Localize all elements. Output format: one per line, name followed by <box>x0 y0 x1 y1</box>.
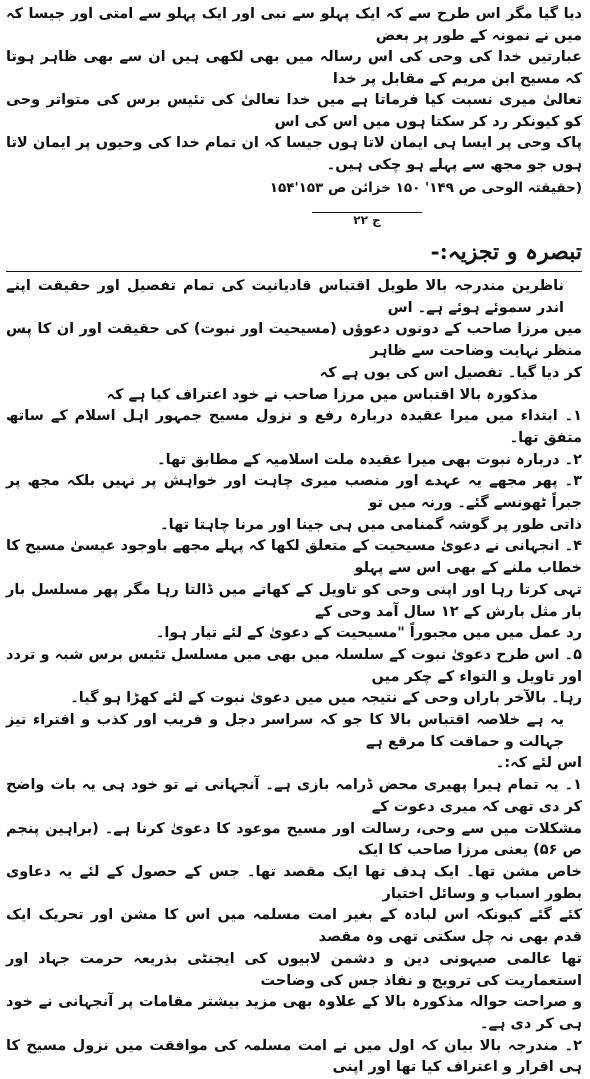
refutation-1-cont: مشکلات میں سے وحی، رسالت اور مسیح موعود کا دعویٰ کرنا ہے۔ (براہین پنجم ص ۵۶) یعنی مرزا صاحب کا ایک <box>6 820 582 859</box>
volume-rule <box>312 198 422 213</box>
point-5: ۵۔ اس طرح دعویٰ نبوت کے سلسلہ میں بھی میں مسلسل تئیس برس شبہ و تردد اور تاویل و التواء کے چکر میں <box>6 646 582 685</box>
citation: (حقیقتہ الوحی ص ۱۴۹' ۱۵۰ خزائن ص ۱۵۳'۱۵۴ <box>269 180 582 196</box>
refutation-1-cont: تھا عالمی صیہونی دین و دشمن لابیوں کی ایجنٹی بذریعہ حرمت جہاد اور استعماریت کی ترویج و نفاذ جس کی وضاحت <box>6 950 582 989</box>
volume-label: ج ۲۲ <box>353 213 381 227</box>
analysis-body <box>6 276 582 1079</box>
summary-line: اس لئے کہ:۔ <box>495 755 582 772</box>
point-4-cont: رد عمل میں میں مجبوراً "مسیحیت کے دعویٰ کے لئے تیار ہوا۔ <box>155 625 582 642</box>
section-heading: تبصرہ و تجزیہ:- <box>430 239 582 265</box>
volume-reference <box>312 198 422 227</box>
text-line: ناظرین مندرجہ بالا طویل اقتباس قادیانیت کی تمام تفصیل اور حقیقت اپنے اندر سموئے ہوئے ہے۔ اس <box>6 278 564 316</box>
text-line: پاک وحی پر ایسا ہی ایمان لاتا ہوں جیسا کہ ان تمام خدا کی وحیوں پر ایمان لاتا ہوں جو مجھ سے پہلے ہو چکی ہیں۔ <box>6 135 582 173</box>
point-3: ۳۔ پھر مجھے یہ عہدے اور منصب میری چاہت اور خواہش پر نہیں بلکہ مجھ پر جبراً ٹھونسے گئے۔ ورنہ میں تو <box>6 473 582 512</box>
refutation-1-cont: کئے گئے کیونکہ اس لبادہ کے بغیر امت مسلمہ میں اس کا مشن اور تحریک ایک قدم بھی نہ چل سکتی تھی وہ مقصد <box>6 907 582 946</box>
text-line: کر دیا گیا۔ تفصیل اس کی یوں ہے کہ <box>319 364 582 381</box>
point-5-cont: رہا۔ بالآخر باراں وحی کے نتیجہ میں میں دعویٰ نبوت کے لئے کھڑا ہو گیا۔ <box>70 690 582 707</box>
point-2: ۲۔ دربارہ نبوت بھی میرا عقیدہ ملت اسلامیہ کے مطابق تھا۔ <box>157 451 582 468</box>
text-line: عبارتیں خدا کی وحی کی اس رسالہ میں بھی لکھی ہیں ان سے بھی ظاہر ہوتا کہ مسیح ابن مریم کے مقابل پر خدا <box>6 49 582 87</box>
point-4: ۴۔ انجہانی نے دعویٰ مسیحیت کے متعلق لکھا کہ پہلے مجھے باوجود عیسیٰ مسیح کا خطاب ملنے کے بھی اس سے پہلو <box>6 538 582 577</box>
summary-line: یہ ہے خلاصہ اقتباس بالا کا جو کہ سراسر دجل و فریب اور کذب و افتراء نیز جہالت و حماقت کا مرقع ہے <box>6 712 564 750</box>
refutation-2: ۲۔ مندرجہ بالا بیان کہ اول میں نے امت مسلمہ کی موافقت میں نزول مسیح کا ہی اقرار و اعتراف کیا تھا اور اپنی <box>6 1037 582 1076</box>
text-line: تعالیٰ میری نسبت کیا فرماتا ہے میں خدا تعالیٰ کی تئیس برس کی متواتر وحی کو کیونکر رد کر سکتا ہوں میں اس کی اس <box>6 92 582 130</box>
lead-line: مذکورہ بالا اقتباس میں مرزا صاحب نے خود اعتراف کیا ہے کہ <box>106 386 538 403</box>
refutation-1: ۱۔ یہ تمام ہیرا پھیری محض ڈرامہ بازی ہے۔ آنجہانی نے تو خود ہی یہ بات واضح کر دی تھی کہ میری دعوت کے <box>6 777 582 815</box>
quoted-passage <box>6 4 582 176</box>
point-1: ۱۔ ابتداء میں میرا عقیدہ دربارہ رفع و نزول مسیح جمہور اہل اسلام کے ساتھ متفق تھا۔ <box>6 408 582 446</box>
refutation-1-cont: خاص مشن تھا۔ ایک ہدف تھا ایک مقصد تھا۔ جس کے حصول کے لئے یہ دعاوی بطور اسباب و وسائل اختیار <box>6 863 582 902</box>
refutation-1-cont: و صراحت حوالہ مذکورہ بالا کے علاوہ بھی مزید بیشتر مقامات پر آنجہانی نے خود ہی کر دی ہے۔ <box>6 994 582 1032</box>
text-line: میں مرزا صاحب کے دونوں دعوؤں (مسیحیت اور نبوت) کی حقیقت اور ان کا پس منظر نہایت وضاحت سے ظاہر <box>6 321 582 360</box>
text-line: دیا گیا مگر اس طرح سے کہ ایک پہلو سے نبی اور ایک پہلو سے امتی اور جیسا کہ میں نے نمونہ کے طور پر بعض <box>6 6 582 44</box>
point-4-cont: تہی کرتا رہا اور اپنی وحی کو تاویل کے کھاتے میں ڈالتا رہا مگر پھر مسلسل بار بار مثل بارش کے ۱۲ سال آمد وحی کے <box>6 581 582 620</box>
heading-divider <box>6 271 582 272</box>
point-3-cont: ذاتی طور پر گوشہ گمنامی میں ہی جینا اور مرنا چاہتا تھا۔ <box>160 516 582 533</box>
